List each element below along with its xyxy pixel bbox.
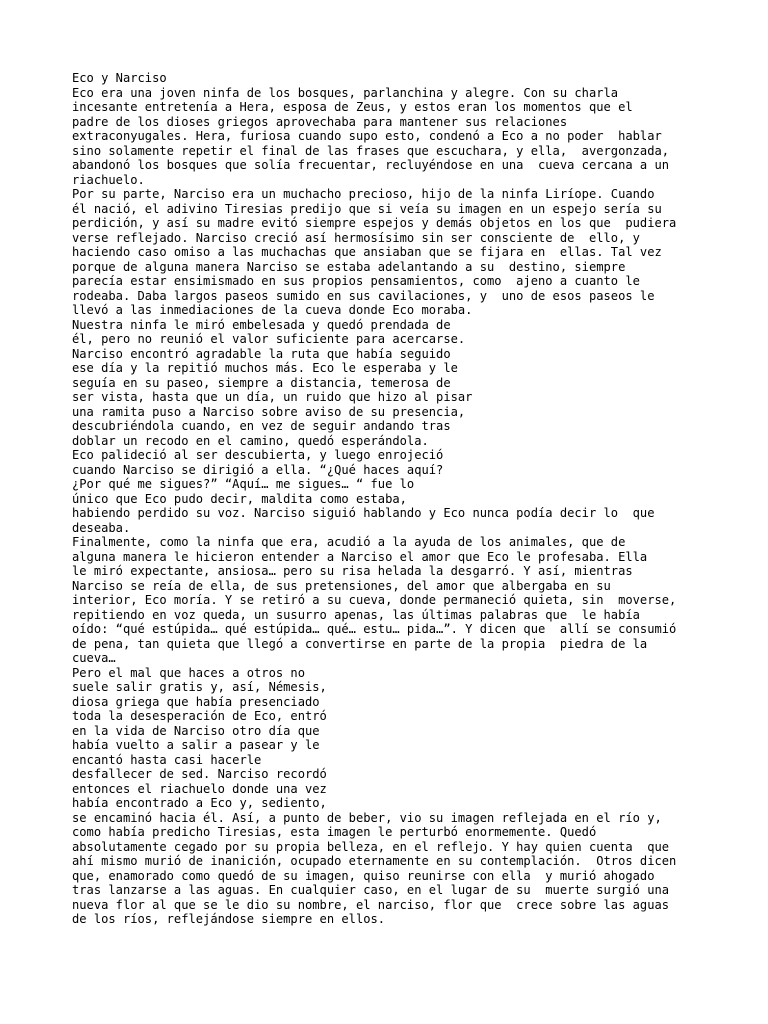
text-line: diosa griega que había presenciado <box>72 694 320 709</box>
text-line: ahí mismo murió de inanición, ocupado eternamente en su contemplación. Otros dicen <box>72 854 677 868</box>
text-line: como había predicho Tiresias, esta imagen le perturbó enormemente. Quedó <box>72 825 597 839</box>
text-line: toda la desesperación de Eco, entró <box>72 709 327 723</box>
text-line: llevó a las inmediaciones de la cueva donde Eco moraba. <box>72 303 473 317</box>
text-line: había vuelto a salir a pasear y le <box>72 738 320 752</box>
text-line: perdición, y así su madre evitó siempre espejos y demás objetos en los que pudiera <box>72 216 677 230</box>
text-line: deseaba. <box>72 520 131 535</box>
text-line: Narciso encontró agradable la ruta que había seguido <box>72 346 451 361</box>
text-line: incesante entretenía a Hera, esposa de Zeus, y estos eran los momentos que el <box>72 100 633 114</box>
text-line: entonces el riachuelo donde una vez <box>72 781 327 796</box>
text-line: alguna manera le hicieron entender a Narciso el amor que Eco le profesaba. Ella <box>72 549 648 564</box>
text-line: seguía en su paseo, siempre a distancia, temerosa de <box>72 375 451 390</box>
text-line: suele salir gratis y, así, Némesis, <box>72 680 327 694</box>
text-line: ¿Por qué me sigues?” “Aquí… me sigues… “ fue lo <box>72 477 415 491</box>
text-line: interior, Eco moría. Y se retiró a su cueva, donde permaneció quieta, sin moverse, <box>72 593 677 607</box>
text-line: oído: “qué estúpida… qué estúpida… qué… estu… pida…”. Y dicen que allí se consumió <box>72 622 677 636</box>
text-line: se encaminó hacia él. Así, a punto de beber, vio su imagen reflejada en el río y, <box>72 810 662 825</box>
text-line: descubriéndola cuando, en vez de seguir andando tras <box>72 419 451 433</box>
text-line: absolutamente cegado por su propia belleza, en el reflejo. Y hay quien cuenta que <box>72 839 670 854</box>
text-line: ser vista, hasta que un día, un ruido que hizo al pisar <box>72 390 473 404</box>
text-line: él nació, el adivino Tiresias predijo que si veía su imagen en un espejo sería su <box>72 201 662 216</box>
text-line: cueva… <box>72 651 116 665</box>
text-line: Narciso se reía de ella, de sus pretensiones, del amor que albergaba en su <box>72 578 611 593</box>
text-line: Eco era una joven ninfa de los bosques, parlanchina y alegre. Con su charla <box>72 85 619 100</box>
text-line: de pena, tan quieta que llegó a convertirse en parte de la propia piedra de la <box>72 636 648 651</box>
text-line: ese día y la repitió muchos más. Eco le esperaba y le <box>72 361 458 375</box>
text-line: le miró expectante, ansiosa… pero su risa helada la desgarró. Y así, mientras <box>72 564 633 578</box>
text-line: que, enamorado como quedó de su imagen, quiso reunirse con ella y murió ahogado <box>72 868 655 883</box>
text-line: había encontrado a Eco y, sediento, <box>72 796 327 810</box>
document-title: Eco y Narciso <box>72 71 167 85</box>
text-line: desfallecer de sed. Narciso recordó <box>72 767 327 781</box>
text-line: sino solamente repetir el final de las frases que escuchara, y ella, avergonzada, <box>72 143 670 158</box>
text-line: una ramita puso a Narciso sobre aviso de su presencia, <box>72 404 466 419</box>
text-line: verse reflejado. Narciso creció así hermosísimo sin ser consciente de ello, y <box>72 230 640 245</box>
text-line: Por su parte, Narciso era un muchacho precioso, hijo de la ninfa Liríope. Cuando <box>72 187 655 201</box>
text-line: tras lanzarse a las aguas. En cualquier caso, en el lugar de su muerte surgió una <box>72 883 670 897</box>
text-line: parecía estar ensimismado en sus propios pensamientos, como ajeno a cuanto le <box>72 274 640 288</box>
text-line: abandonó los bosques que solía frecuentar, recluyéndose en una cueva cercana a un <box>72 158 670 172</box>
text-line: de los ríos, reflejándose siempre en ellos. <box>72 912 386 926</box>
text-line: riachuelo. <box>72 172 145 187</box>
text-line: repitiendo en voz queda, un susurro apenas, las últimas palabras que le había <box>72 607 640 622</box>
text-line: único que Eco pudo decir, maldita como estaba, <box>72 491 407 506</box>
text-line: él, pero no reunió el valor suficiente para acercarse. <box>72 332 466 346</box>
text-line: en la vida de Narciso otro día que <box>72 723 320 738</box>
text-line: Eco palideció al ser descubierta, y luego enrojeció <box>72 448 444 462</box>
text-line: habiendo perdido su voz. Narciso siguió hablando y Eco nunca podía decir lo que <box>72 506 655 520</box>
text-line: encantó hasta casi hacerle <box>72 752 262 767</box>
text-line: nueva flor al que se le dio su nombre, el narciso, flor que crece sobre las aguas <box>72 897 670 912</box>
text-line: cuando Narciso se dirigió a ella. “¿Qué haces aquí? <box>72 462 444 477</box>
text-line: rodeaba. Daba largos paseos sumido en sus cavilaciones, y uno de esos paseos le <box>72 288 655 303</box>
text-line: Nuestra ninfa le miró embelesada y quedó prendada de <box>72 317 451 332</box>
text-line: haciendo caso omiso a las muchachas que ansiaban que se fijara en ellas. Tal vez <box>72 245 662 259</box>
document-body <box>72 71 732 927</box>
text-line: Finalmente, como la ninfa que era, acudió a la ayuda de los animales, que de <box>72 535 626 549</box>
text-line: Pero el mal que haces a otros no <box>72 665 305 680</box>
text-line: extraconyugales. Hera, furiosa cuando supo esto, condenó a Eco a no poder hablar <box>72 129 662 143</box>
text-line: padre de los dioses griegos aprovechaba para mantener sus relaciones <box>72 114 568 129</box>
text-line: doblar un recodo en el camino, quedó esperándola. <box>72 433 429 448</box>
text-line: porque de alguna manera Narciso se estaba adelantando a su destino, siempre <box>72 259 626 274</box>
